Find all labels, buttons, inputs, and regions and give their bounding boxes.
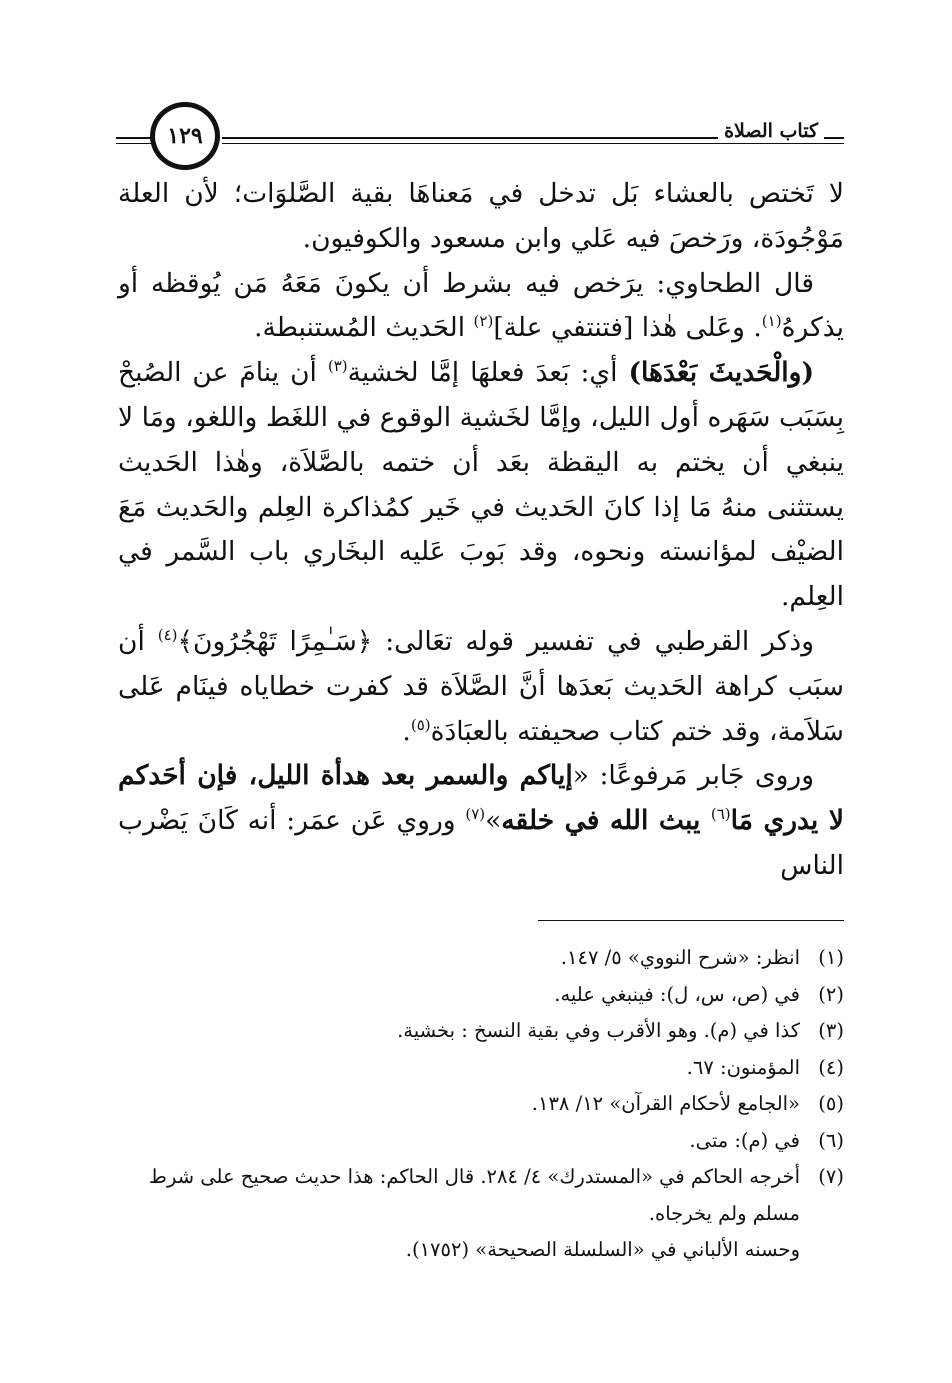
footnote-number: (٧) bbox=[818, 1165, 844, 1188]
p2-text-b: . وعَلى هٰذا [فتنتفي علة] bbox=[493, 312, 762, 344]
p3-text-a: أي: بَعدَ فعلهَا إمَّا لخشية bbox=[347, 357, 629, 389]
footnote-item bbox=[118, 940, 844, 977]
footnote-number: (٢) bbox=[818, 982, 844, 1006]
footnote-ref-6[interactable]: (٦) bbox=[710, 805, 731, 824]
footnotes bbox=[118, 940, 844, 1269]
footnote-ref-5[interactable]: (٥) bbox=[410, 715, 431, 734]
header-rule-left-thin bbox=[116, 143, 152, 144]
footnote-ref-1[interactable]: (١) bbox=[761, 312, 782, 331]
footnote-text: في (م): متى. bbox=[689, 1128, 800, 1152]
footnote-number: (٣) bbox=[818, 1019, 844, 1042]
footnote-text: في (ص، س، ل): فينبغي عليه. bbox=[554, 982, 800, 1006]
footnote-item bbox=[118, 1050, 844, 1087]
footnote-text: «الجامع لأحكام القرآن» ١٢/ ١٣٨. bbox=[531, 1092, 800, 1115]
footnote-item bbox=[118, 977, 844, 1014]
footnote-number bbox=[800, 1232, 844, 1269]
footnote-item bbox=[118, 1013, 844, 1050]
paragraph-1 bbox=[118, 172, 844, 262]
footnote-number: (٥) bbox=[818, 1092, 844, 1115]
footnote-text: المؤمنون: ٦٧. bbox=[686, 1055, 800, 1079]
paragraph-2 bbox=[118, 262, 844, 352]
footnote-ref-4[interactable]: (٤) bbox=[157, 626, 178, 645]
footnote-text: أخرجه الحاكم في «المستدرك» ٤/ ٢٨٤. قال الحاكم: هذا حديث صحيح على شرط مسلم ولم يخرجاه. bbox=[148, 1165, 800, 1225]
footnote-text: وحسنه الألباني في «السلسلة الصحيحة» (١٧٥٢). bbox=[405, 1238, 800, 1261]
footnote-number: (٤) bbox=[818, 1055, 844, 1079]
p5-text-b: » bbox=[485, 805, 502, 837]
paragraph-5 bbox=[118, 754, 844, 888]
p5-text-c: وروي عَن عمَر: أنه كَانَ يَضْرب الناس bbox=[118, 805, 844, 881]
paragraph-1-text: لا تَختص بالعشاء بَل تدخل في مَعناهَا بقية الصَّلوَات؛ لأن العلة مَوْجُودَة، ورَخصَ فيه عَلي وابن مسعود والكوفيون. bbox=[118, 178, 844, 254]
footnote-item bbox=[118, 1159, 844, 1232]
footnote-text: انظر: «شرح النووي» ٥/ ١٤٧. bbox=[560, 946, 800, 969]
header-rule-left bbox=[116, 137, 152, 139]
footnote-ref-3[interactable]: (٣) bbox=[327, 357, 348, 376]
footnote-number: (١) bbox=[818, 946, 844, 969]
paragraph-3 bbox=[118, 351, 844, 620]
footnote-item bbox=[118, 1123, 844, 1160]
footnote-text: كذا في (م). وهو الأقرب وفي بقية النسخ : بخشية. bbox=[397, 1019, 800, 1042]
main-text bbox=[118, 172, 844, 889]
hadith-text-2: يبث الله في خلقه bbox=[501, 805, 711, 837]
p3-text-b: أن ينامَ عن الصُبحْ بِسَبَب سَهَره أول الليل، وإمَّا لخَشية الوقوع في اللغَط واللغو، ومَا لا ينبغي أن يختم به اليقظة بعَد أن ختمه بالصَّلاَة، وهٰذا الحَديث يستثنى منهُ مَا إذا كانَ الحَديث في خَير كمُذاكرة العِلم والحَديث مَعَ الضيْف لمؤانسته ونحوه، وقد بَوبَ عَليه البخَاري باب السَّمر في العِلم. bbox=[118, 357, 844, 613]
footnote-separator bbox=[538, 920, 844, 921]
page-number: ١٢٩ bbox=[150, 102, 220, 170]
hadith-text-1: إياكم والسمر بعد هدأة الليل، فإن أحَدكم لا يدري مَا bbox=[118, 760, 844, 837]
p5-text-a: وروى جَابر مَرفوعًا: « bbox=[572, 760, 814, 792]
paragraph-4 bbox=[118, 620, 844, 754]
p4-text-c: . bbox=[402, 715, 411, 747]
matn-quote: (والْحَديثَ بَعْدَهَا) bbox=[628, 357, 814, 389]
running-title: كتاب الصلاة bbox=[718, 120, 824, 142]
header-rule-right-thin bbox=[222, 143, 844, 144]
p4-text-a: وذكر القرطبي في تفسير قوله تعَالى: ﴿سَـٰمِرًا تَهْجُرُونَ﴾ bbox=[177, 625, 814, 657]
footnote-ref-7[interactable]: (٧) bbox=[465, 805, 486, 824]
footnote-item bbox=[118, 1086, 844, 1123]
footnote-item bbox=[118, 1232, 844, 1269]
p2-text-c: الحَديث المُستنبطة. bbox=[254, 312, 474, 344]
footnote-ref-2[interactable]: (٢) bbox=[473, 312, 494, 331]
footnote-number: (٦) bbox=[818, 1128, 844, 1152]
p2-text-a: قال الطحاوي: يرَخص فيه بشرط أن يكونَ مَعَهُ مَن يُوقظه أو يذكرهُ bbox=[118, 267, 844, 344]
p4-text-b: أن سبَب كراهة الحَديث بَعدَها أنَّ الصَّلاَة قد كفرت خطاياه فينَام عَلى سَلاَمة، وقد ختم كتاب صحيفته بالعبَادَة bbox=[118, 625, 844, 747]
